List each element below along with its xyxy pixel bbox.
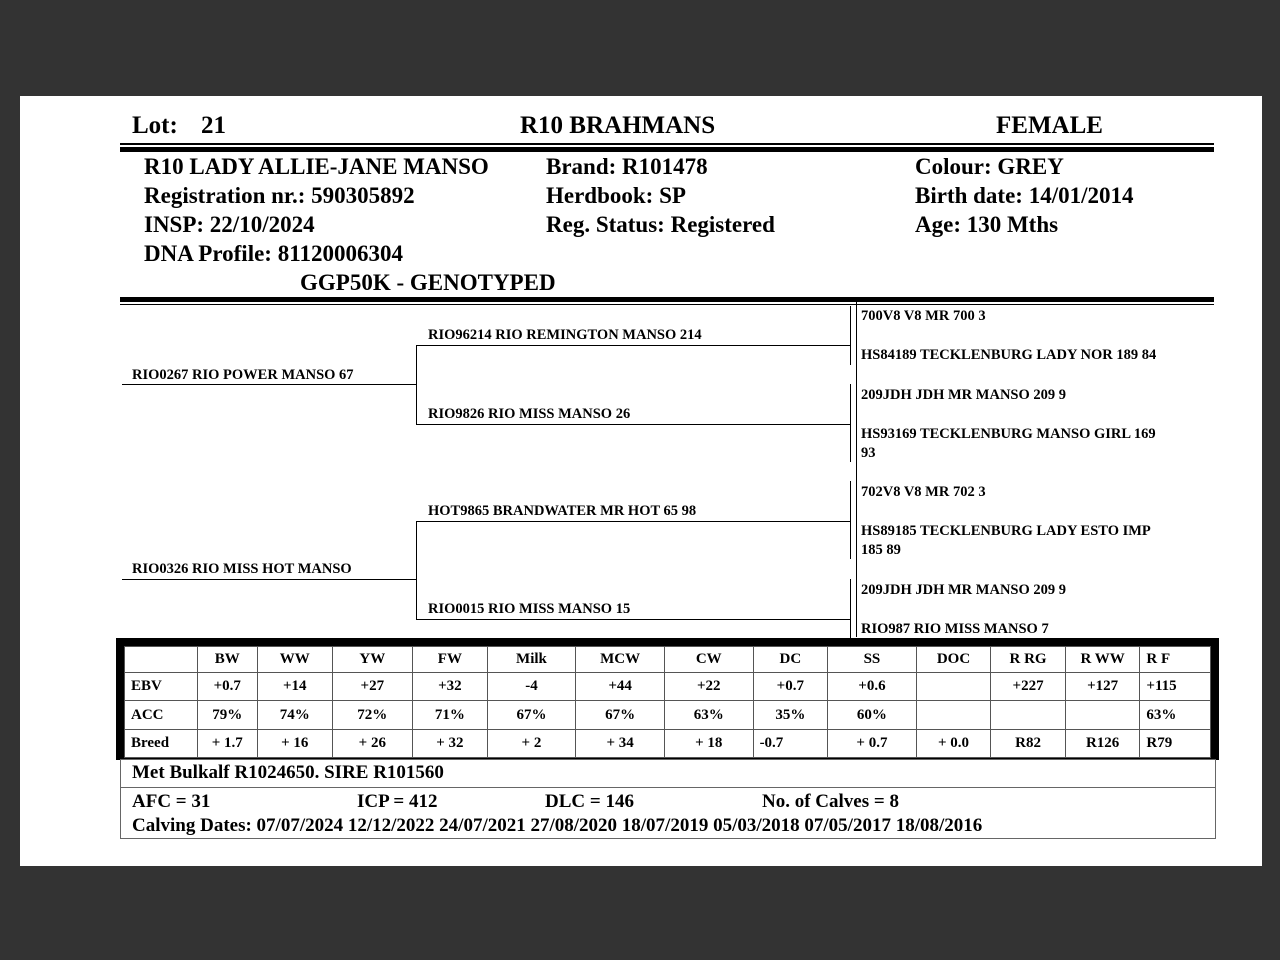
ebv-cell: 63% (1140, 701, 1211, 729)
ebv-header-cell: R WW (1065, 647, 1140, 673)
ebv-cell: + 0.0 (916, 729, 991, 757)
pedigree-line-dam-sire (416, 521, 850, 522)
pedigree-bracket-dam (416, 521, 417, 619)
sire-dam-name: RIO9826 RIO MISS MANSO 26 (428, 406, 631, 422)
ebv-header-cell: SS (828, 647, 917, 673)
ebv-row (125, 673, 1211, 701)
pedigree-line-dam (122, 579, 416, 580)
pedigree-line-sire (122, 384, 416, 385)
great-grandparent-4: HS93169 TECKLENBURG MANSO GIRL 169 (861, 426, 1156, 442)
ebv-header-cell: BW (197, 647, 257, 673)
ebv-cell: R126 (1065, 729, 1140, 757)
header-divider-thick (120, 147, 1214, 152)
great-grandparent-8: RIO987 RIO MISS MANSO 7 (861, 621, 1049, 637)
great-grandparent-1: 700V8 V8 MR 700 3 (861, 308, 986, 324)
registration-status: Reg. Status: Registered (546, 212, 775, 237)
calf-note: Met Bulkalf R1024650. SIRE R101560 (132, 762, 444, 783)
great-grandparent-6: HS89185 TECKLENBURG LADY ESTO IMP (861, 523, 1151, 539)
ebv-header-cell: WW (257, 647, 332, 673)
ebv-cell: 35% (753, 701, 828, 729)
pedigree-bracket-gg4 (850, 579, 851, 638)
ebv-header-cell: CW (664, 647, 753, 673)
great-grandparent-2: HS84189 TECKLENBURG LADY NOR 189 84 (861, 347, 1157, 363)
sire-sire-name: RIO96214 RIO REMINGTON MANSO 214 (428, 327, 702, 343)
age: Age: 130 Mths (915, 212, 1059, 237)
ebv-cell: +0.7 (197, 673, 257, 701)
ebv-row-label: Breed (125, 729, 198, 757)
ebv-cell: + 2 (487, 729, 576, 757)
info-divider-thick (120, 297, 1214, 302)
pedigree-bracket-gg2 (850, 384, 851, 462)
ebv-header-cell: R RG (991, 647, 1066, 673)
pedigree-line-sire-sire (416, 345, 850, 346)
dam-dam-name: RIO0015 RIO MISS MANSO 15 (428, 601, 631, 617)
ebv-cell: 72% (332, 701, 413, 729)
sire-name: RIO0267 RIO POWER MANSO 67 (132, 367, 354, 383)
genotype-status: GGP50K - GENOTYPED (300, 270, 556, 295)
ebv-cell: -4 (487, 673, 576, 701)
info-divider-thin (120, 304, 1214, 305)
brand: Brand: R101478 (546, 154, 708, 179)
ebv-header-cell: FW (413, 647, 488, 673)
birth-date: Birth date: 14/01/2014 (915, 183, 1134, 208)
ebv-cell: 63% (664, 701, 753, 729)
ebv-cell: 74% (257, 701, 332, 729)
pedigree-bracket-gg1 (850, 306, 851, 365)
ebv-cell: R79 (1140, 729, 1211, 757)
ebv-cell: 67% (487, 701, 576, 729)
dna-profile: DNA Profile: 81120006304 (144, 241, 403, 266)
ebv-cell: +115 (1140, 673, 1211, 701)
ebv-cell (916, 701, 991, 729)
ebv-cell: + 26 (332, 729, 413, 757)
ebv-header-cell: DOC (916, 647, 991, 673)
ebv-cell (991, 701, 1066, 729)
ebv-header-cell: DC (753, 647, 828, 673)
registration-number: Registration nr.: 590305892 (144, 183, 415, 208)
ebv-table-frame (116, 638, 1219, 760)
ebv-cell: 67% (576, 701, 665, 729)
breed-row (125, 729, 1211, 757)
ebv-cell: 79% (197, 701, 257, 729)
great-grandparent-7: 209JDH JDH MR MANSO 209 9 (861, 582, 1067, 598)
pedigree-line-dam-dam (416, 619, 850, 620)
pedigree-bracket-gg3 (850, 481, 851, 559)
ebv-cell: +0.6 (828, 673, 917, 701)
ebv-cell (1065, 701, 1140, 729)
animal-name: R10 LADY ALLIE-JANE MANSO (144, 154, 489, 179)
calves-count: No. of Calves = 8 (762, 791, 899, 812)
ebv-cell: +227 (991, 673, 1066, 701)
dlc-value: DLC = 146 (545, 791, 634, 812)
ebv-cell: + 18 (664, 729, 753, 757)
ebv-header-cell: R F (1140, 647, 1211, 673)
ebv-cell: + 16 (257, 729, 332, 757)
ebv-cell: +44 (576, 673, 665, 701)
ebv-header-cell: MCW (576, 647, 665, 673)
icp-value: ICP = 412 (357, 791, 438, 812)
pedigree-bracket-sire (416, 345, 417, 424)
ebv-row-label: ACC (125, 701, 198, 729)
great-grandparent-5: 702V8 V8 MR 702 3 (861, 484, 986, 500)
ebv-header-row (125, 647, 1211, 673)
ebv-cell (916, 673, 991, 701)
breeder-name: R10 BRAHMANS (520, 112, 716, 139)
calving-stats-box (120, 787, 1216, 839)
header-divider-thin (120, 143, 1214, 145)
ebv-cell: + 32 (413, 729, 488, 757)
ebv-cell: +14 (257, 673, 332, 701)
great-grandparent-4-cont: 93 (861, 445, 876, 461)
ebv-cell: 60% (828, 701, 917, 729)
ebv-cell: +127 (1065, 673, 1140, 701)
ebv-cell: +32 (413, 673, 488, 701)
pedigree-column-rule (856, 297, 857, 637)
ebv-cell: + 1.7 (197, 729, 257, 757)
great-grandparent-3: 209JDH JDH MR MANSO 209 9 (861, 387, 1067, 403)
acc-row (125, 701, 1211, 729)
calving-dates: Calving Dates: 07/07/2024 12/12/2022 24/07/2021 27/08/2020 18/07/2019 05/03/2018 07/05/2017 18/08/2016 (132, 815, 983, 836)
herdbook: Herdbook: SP (546, 183, 686, 208)
dam-name: RIO0326 RIO MISS HOT MANSO (132, 561, 352, 577)
ebv-cell: + 34 (576, 729, 665, 757)
ebv-cell: -0.7 (753, 729, 828, 757)
afc-value: AFC = 31 (132, 791, 211, 812)
insp-date: INSP: 22/10/2024 (144, 212, 315, 237)
ebv-cell: +22 (664, 673, 753, 701)
ebv-cell: 71% (413, 701, 488, 729)
ebv-cell: +27 (332, 673, 413, 701)
great-grandparent-6-cont: 185 89 (861, 542, 901, 558)
ebv-cell: R82 (991, 729, 1066, 757)
ebv-cell: +0.7 (753, 673, 828, 701)
ebv-header-cell: YW (332, 647, 413, 673)
dam-sire-name: HOT9865 BRANDWATER MR HOT 65 98 (428, 503, 697, 519)
ebv-header-cell: Milk (487, 647, 576, 673)
pedigree-line-sire-dam (416, 424, 850, 425)
lot-number: 21 (201, 112, 226, 139)
ebv-table (124, 646, 1211, 758)
calf-note-box (120, 759, 1216, 789)
colour: Colour: GREY (915, 154, 1064, 179)
ebv-header-cell (125, 647, 198, 673)
sex-label: FEMALE (996, 112, 1103, 139)
ebv-cell: + 0.7 (828, 729, 917, 757)
lot-label: Lot: (132, 112, 178, 139)
ebv-row-label: EBV (125, 673, 198, 701)
